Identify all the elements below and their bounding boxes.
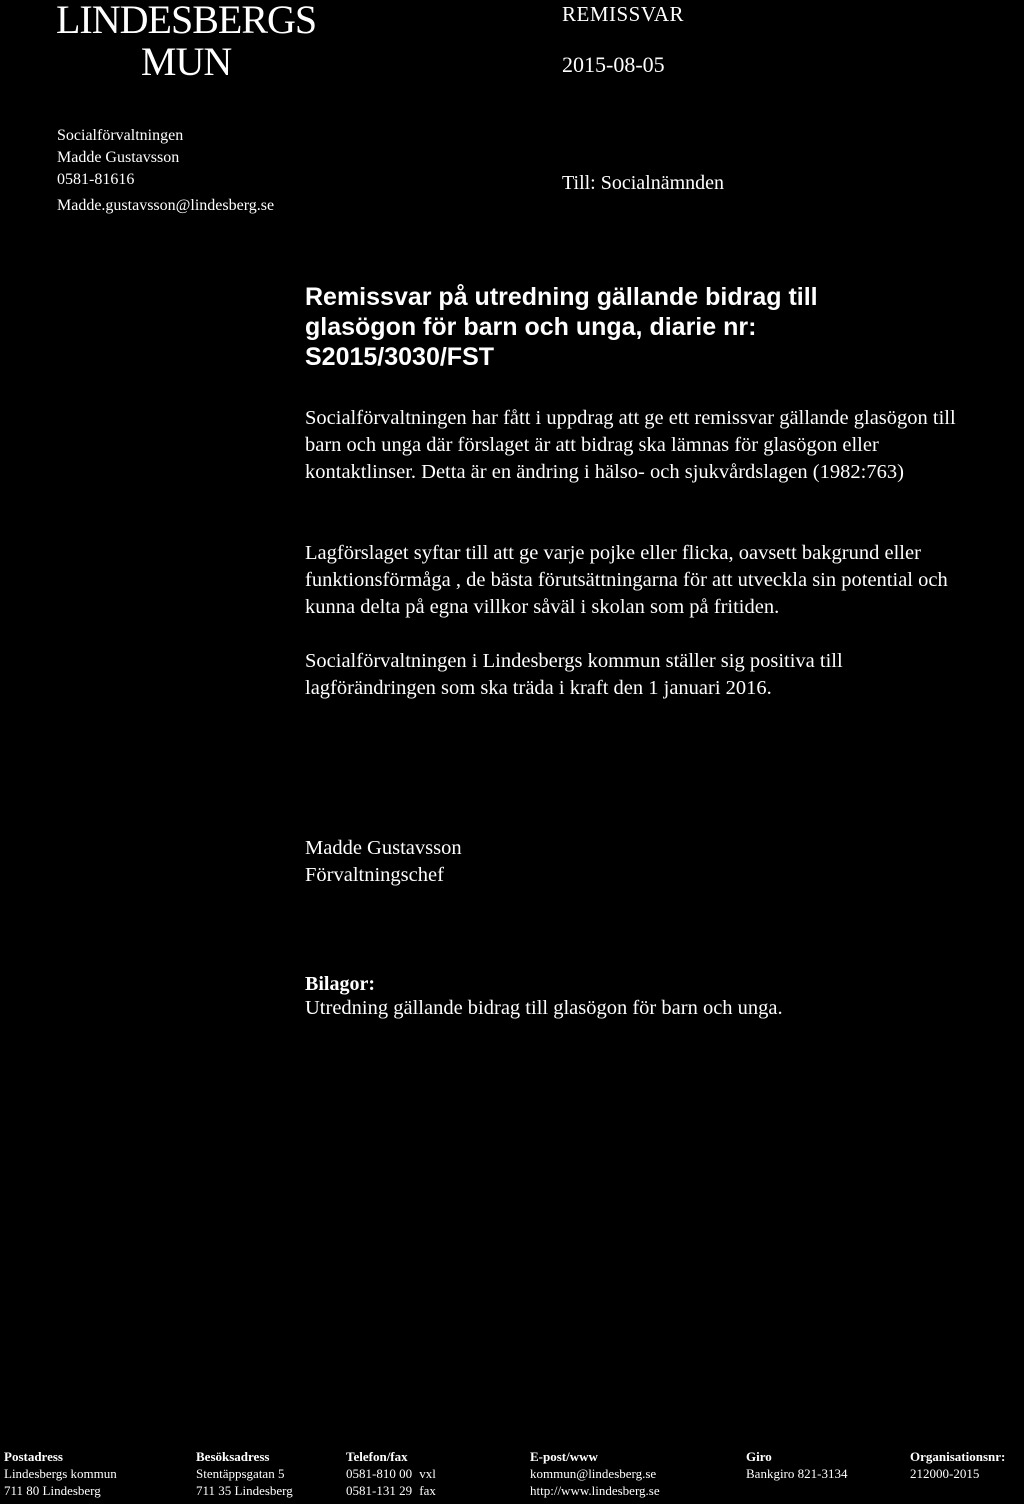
footer-fax-number: 0581-131 29 — [346, 1483, 413, 1498]
sender-phone: 0581-81616 — [57, 171, 135, 188]
paragraph-2: Lagförslaget syftar till att ge varje pojke eller flicka, oavsett bakgrund eller funktionsförmåga , de bästa förutsättningarna för att utveckla sin potential och kunna delta på egna villkor såväl i skolan som på fritiden. — [305, 542, 948, 618]
footer-phone-number: 0581-810 00 — [346, 1466, 413, 1481]
logo-line-2: MUN — [140, 39, 232, 84]
document-type: REMISSVAR — [562, 2, 684, 26]
footer-fax-label: fax — [419, 1483, 436, 1498]
sender-name: Madde Gustavsson — [57, 149, 180, 166]
footer-visiting — [196, 1448, 293, 1499]
footer-email-link[interactable]: kommun@lindesberg.se — [530, 1466, 657, 1481]
footer-phone-label: vxl — [419, 1466, 436, 1481]
footer-web — [530, 1448, 660, 1499]
footer-visiting-heading: Besöksadress — [196, 1449, 270, 1464]
footer-giro-number: Bankgiro 821-3134 — [746, 1466, 848, 1481]
footer-org-number: 212000-2015 — [910, 1466, 980, 1481]
document-date: 2015-08-05 — [562, 52, 665, 77]
signature-name: Madde Gustavsson — [305, 837, 462, 859]
footer-visiting-line1: Stentäppsgatan 5 — [196, 1466, 285, 1481]
recipient: Till: Socialnämnden — [562, 172, 725, 194]
footer-web-heading: E-post/www — [530, 1449, 598, 1464]
footer-phone-heading: Telefon/fax — [346, 1449, 408, 1464]
footer-org — [910, 1448, 1005, 1482]
footer-website-link[interactable]: http://www.lindesberg.se — [530, 1483, 660, 1498]
footer-postal-line2: 711 80 Lindesberg — [4, 1483, 101, 1498]
footer-postal-line1: Lindesbergs kommun — [4, 1466, 117, 1481]
footer-giro-heading: Giro — [746, 1449, 772, 1464]
footer — [0, 1448, 1024, 1504]
sender-block — [57, 125, 274, 217]
footer-postal-heading: Postadress — [4, 1449, 63, 1464]
signature-title: Förvaltningschef — [305, 864, 444, 886]
attachment-item: Utredning gällande bidrag till glasögon för barn och unga. — [305, 997, 783, 1019]
footer-org-heading: Organisationsnr: — [910, 1449, 1006, 1464]
footer-phone — [346, 1448, 436, 1499]
sender-email: Madde.gustavsson@lindesberg.se — [57, 197, 275, 214]
municipality-logo — [56, 0, 316, 82]
signature-block — [305, 835, 462, 889]
footer-postal — [4, 1448, 117, 1499]
document-title: Remissvar på utredning gällande bidrag till glasögon för barn och unga, diarie nr: S2015/3030/FST — [305, 283, 818, 371]
footer-giro — [746, 1448, 847, 1482]
logo-line-1: LINDESBERGS — [56, 0, 317, 42]
attachments-heading: Bilagor: — [305, 973, 375, 995]
sender-department: Socialförvaltningen — [57, 127, 184, 144]
paragraph-1: Socialförvaltningen har fått i uppdrag att ge ett remissvar gällande glasögon till barn och unga där förslaget är att bidrag ska lämnas för glasögon eller kontaktlinser. Detta är en ändring i hälso- och sjukvårdslagen (1982:763) — [305, 407, 956, 483]
footer-visiting-line2: 711 35 Lindesberg — [196, 1483, 293, 1498]
paragraph-3: Socialförvaltningen i Lindesbergs kommun ställer sig positiva till lagförändringen som ska träda i kraft den 1 januari 2016. — [305, 650, 843, 699]
